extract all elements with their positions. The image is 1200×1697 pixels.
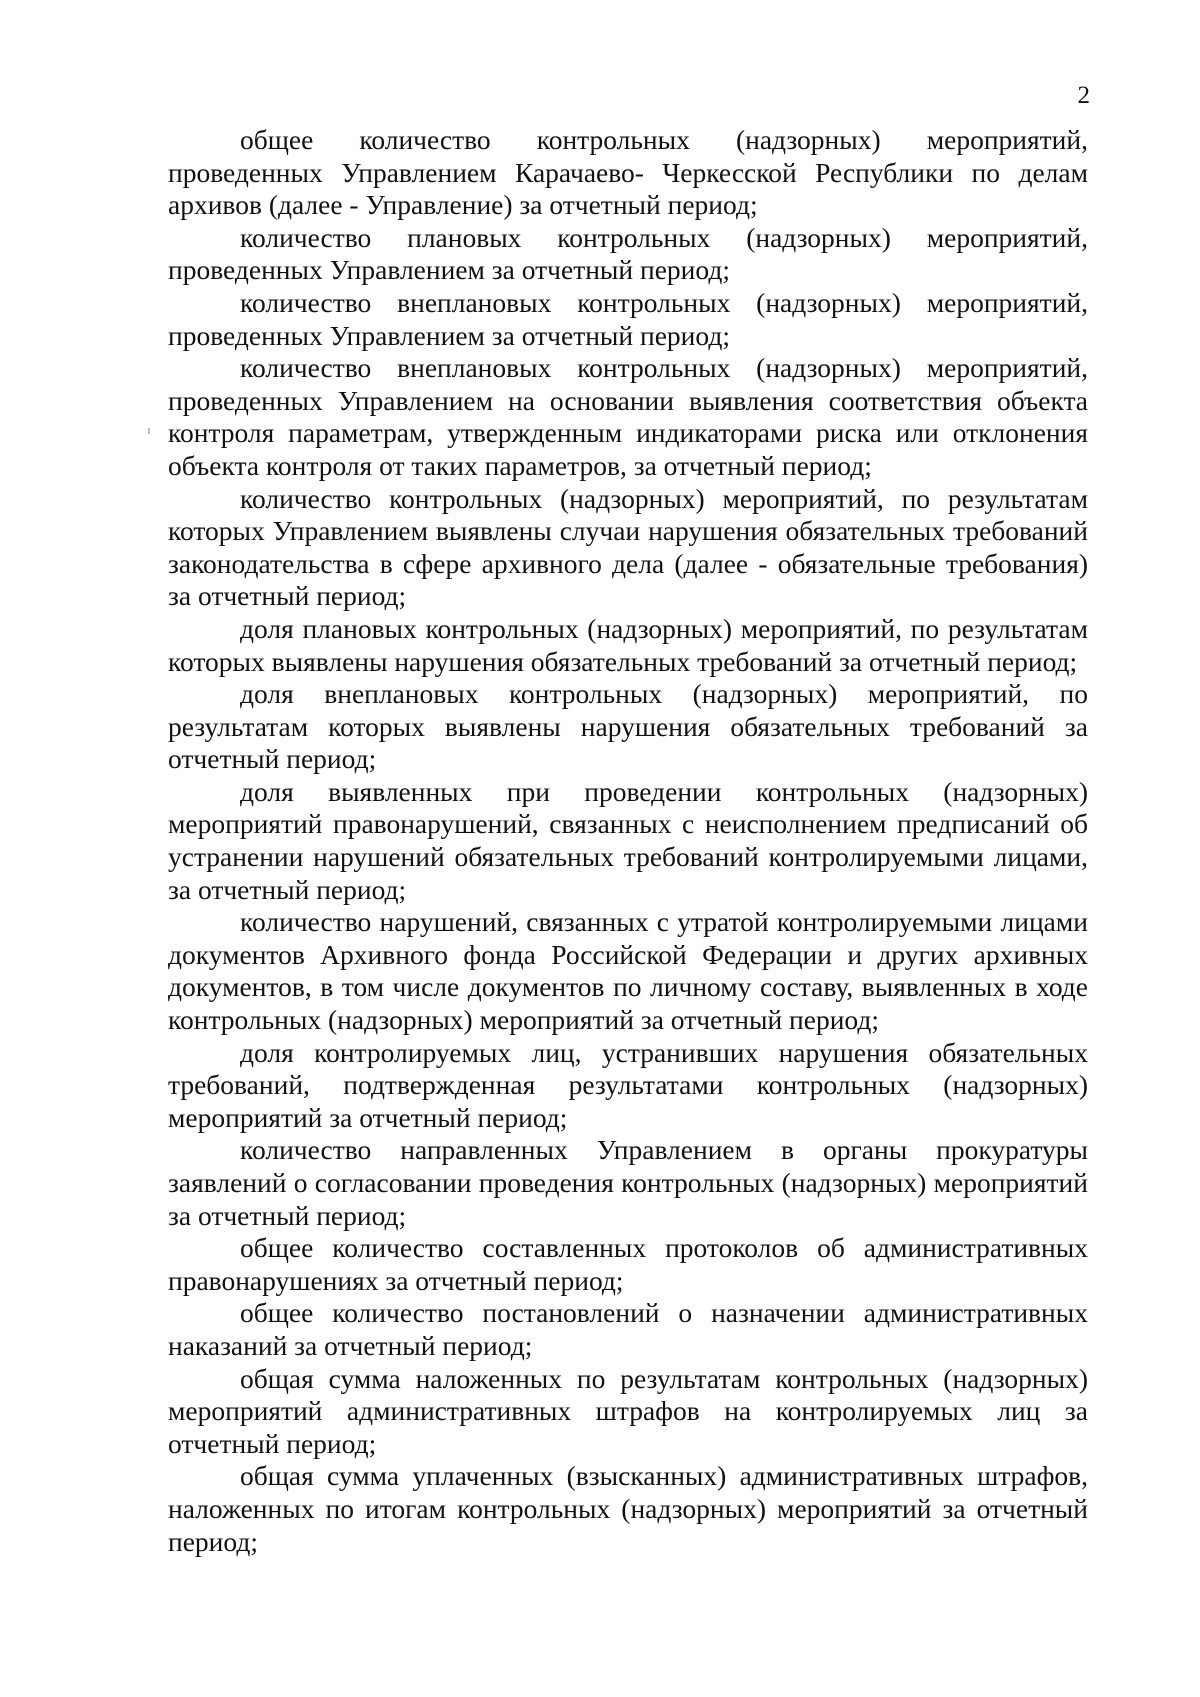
paragraph: общее количество контрольных (надзорных) мероприятий, проведенных Управлением Карачаево- Черкесской Республики по делам архивов (далее - Управление) за отчетный период; [168, 124, 1088, 221]
paragraph: общая сумма наложенных по результатам контрольных (надзорных) мероприятий административных штрафов на контролируемых лиц за отчетный период; [168, 1362, 1088, 1459]
paragraph: количество внеплановых контрольных (надзорных) мероприятий, проведенных Управлением за отчетный период; [168, 286, 1088, 351]
paragraph: количество плановых контрольных (надзорных) мероприятий, проведенных Управлением за отчетный период; [168, 221, 1088, 286]
paragraph: доля контролируемых лиц, устранивших нарушения обязательных требований, подтвержденная результатами контрольных (надзорных) мероприятий за отчетный период; [168, 1036, 1088, 1133]
paragraph: доля плановых контрольных (надзорных) мероприятий, по результатам которых выявлены нарушения обязательных требований за отчетный период; [168, 612, 1088, 677]
page-number: 2 [1077, 82, 1090, 109]
paragraph: количество внеплановых контрольных (надзорных) мероприятий, проведенных Управлением на основании выявления соответствия объекта контроля параметрам, утвержденным индикаторами риска или отклонения объекта контроля от таких параметров, за отчетный период; [168, 352, 1088, 481]
paragraph: общая сумма уплаченных (взысканных) административных штрафов, наложенных по итогам контрольных (надзорных) мероприятий за отчетный период; [168, 1460, 1088, 1557]
paragraph: количество контрольных (надзорных) мероприятий, по результатам которых Управлением выявлены случаи нарушения обязательных требований законодательства в сфере архивного дела (далее - обязательные требования) за отчетный период; [168, 482, 1088, 612]
scan-speck [148, 428, 150, 434]
document-body [168, 124, 1088, 1558]
paragraph: доля внеплановых контрольных (надзорных) мероприятий, по результатам которых выявлены нарушения обязательных требований за отчетный период; [168, 678, 1088, 775]
paragraph: количество нарушений, связанных с утратой контролируемыми лицами документов Архивного фонда Российской Федерации и других архивных документов, в том числе документов по личному составу, выявленных в ходе контрольных (надзорных) мероприятий за отчетный период; [168, 906, 1088, 1036]
paragraph: количество направленных Управлением в органы прокуратуры заявлений о согласовании проведения контрольных (надзорных) мероприятий за отчетный период; [168, 1134, 1088, 1231]
paragraph: доля выявленных при проведении контрольных (надзорных) мероприятий правонарушений, связанных с неисполнением предписаний об устранении нарушений обязательных требований контролируемыми лицами, за отчетный период; [168, 775, 1088, 905]
paragraph: общее количество составленных протоколов об административных правонарушениях за отчетный период; [168, 1232, 1088, 1296]
paragraph: общее количество постановлений о назначении административных наказаний за отчетный период; [168, 1297, 1088, 1361]
